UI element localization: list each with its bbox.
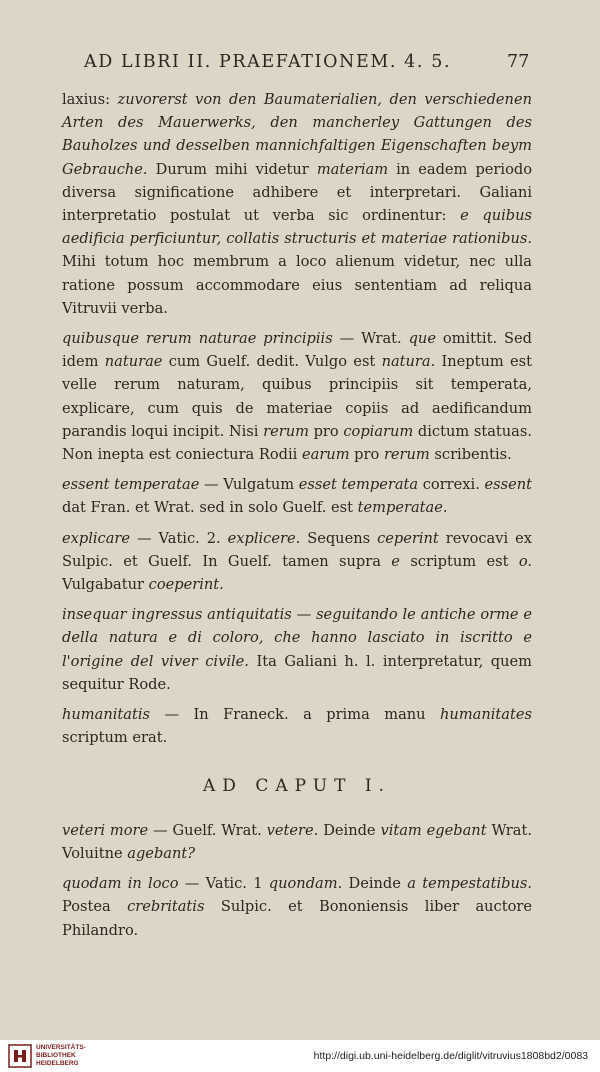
italic-text: coeperint.: [148, 576, 224, 594]
roman-text: — Vulgatum: [199, 476, 299, 494]
italic-text: earum: [301, 446, 350, 464]
italic-text: temperatae.: [357, 499, 448, 517]
chapter-paragraphs: [62, 819, 532, 942]
roman-text: Deinde: [342, 875, 408, 893]
roman-text: Mihi totum hoc membrum a loco alienum videtur, nec ulla ratione possum accommodare eius sententiam ad reliqua Vitruvii verba.: [62, 253, 532, 317]
italic-text: e quibus aedificia perficiuntur, collatis structuris et materiae rationibus.: [62, 207, 532, 248]
footer-bar: [0, 1040, 600, 1072]
roman-text: — Vatic. 2.: [130, 529, 228, 547]
roman-text: correxi.: [418, 476, 485, 494]
page-number: 77: [507, 52, 530, 72]
italic-text: veteri more: [62, 821, 149, 839]
commentary-paragraphs: [62, 88, 532, 749]
roman-text: pro: [308, 422, 344, 440]
roman-text: —: [291, 606, 317, 624]
italic-text: materiam: [316, 160, 389, 178]
note-paragraph: [62, 603, 532, 696]
roman-text: revocavi ex Sulpic. et Guelf. In Guelf. tamen supra: [62, 529, 532, 570]
italic-text: que: [408, 330, 436, 348]
italic-text: crebritatis: [127, 898, 205, 916]
library-line-2: BIBLIOTHEK: [36, 1052, 76, 1059]
italic-text: seguitando le antiche orme e della natura e di coloro, che hanno lasciato in iscritto e l'origine del viver civile.: [62, 606, 533, 670]
italic-text: humanitatis: [62, 706, 150, 724]
roman-text: dat Fran. et Wrat. sed in solo Guelf. est: [62, 499, 358, 517]
italic-text: naturae: [104, 353, 163, 371]
heidelberg-library-logo-icon: [8, 1044, 32, 1068]
roman-text: Sulpic. et Bononiensis liber auctore Philandro.: [62, 898, 532, 939]
italic-text: a tempestatibus.: [407, 875, 532, 893]
roman-text: omittit. Sed idem: [62, 330, 532, 371]
italic-text: insequar ingressus antiquitatis: [62, 606, 292, 624]
note-paragraph: [62, 872, 532, 942]
italic-text: esset temperata: [298, 476, 419, 494]
italic-text: rerum: [383, 446, 430, 464]
note-paragraph: [62, 527, 532, 597]
italic-text: zuvorerst von den Baumaterialien, den verschiedenen Arten des Mauerwerks, den mancherley Gattungen des Bauholzes und desselben mannichfaltigen Eigenschaften beym Gebrauche.: [62, 91, 532, 178]
italic-text: essent: [484, 476, 532, 494]
roman-text: laxius:: [62, 91, 118, 108]
library-name: [36, 1044, 86, 1068]
roman-text: Ineptum est velle rerum naturam, quibus principiis sit temperata, explicare, cum quis de materiae copiis ad aedificandum parandis loqui incipit. Nisi: [62, 353, 532, 440]
italic-text: humanitates: [440, 706, 532, 724]
library-line-3: HEIDELBERG: [36, 1060, 79, 1067]
roman-text: Ita Galiani h. l. interpretatur, quem sequitur Rode.: [62, 652, 532, 693]
roman-text: — Wrat.: [332, 330, 409, 348]
italic-text: quodam in loco: [62, 875, 179, 893]
note-paragraph: [62, 327, 532, 466]
chapter-heading: AD CAPUT I.: [203, 776, 391, 797]
italic-text: vetere.: [266, 821, 319, 839]
italic-text: explicare: [62, 529, 131, 547]
roman-text: scriptum erat.: [62, 729, 168, 747]
italic-text: quibusque rerum naturae principiis: [62, 330, 333, 348]
source-url-link[interactable]: http://digi.ub.uni-heidelberg.de/diglit/vitruvius1808bd2/0083: [313, 1050, 588, 1062]
italic-text: e: [391, 552, 400, 570]
roman-text: cum Guelf. dedit. Vulgo est: [162, 353, 382, 371]
roman-text: — Guelf. Wrat.: [148, 821, 267, 839]
italic-text: agebant?: [127, 844, 196, 862]
italic-text: explicere.: [227, 529, 301, 547]
running-title: AD LIBRI II. PRAEFATIONEM. 4. 5.: [84, 52, 452, 72]
roman-text: Durum mihi videtur: [147, 160, 317, 178]
roman-text: — Vatic. 1: [178, 875, 269, 893]
page-body: [62, 88, 532, 949]
roman-text: Sequens: [300, 529, 378, 547]
roman-text: scriptum est: [399, 552, 519, 570]
italic-text: vitam egebant: [380, 821, 487, 839]
italic-text: o.: [518, 552, 532, 570]
note-paragraph: [62, 703, 532, 749]
italic-text: quondam.: [268, 875, 343, 893]
roman-text: in eadem periodo diversa significatione adhibere et interpretari. Galiani interpretatio postulat ut verba sic ordinentur:: [62, 160, 532, 225]
note-paragraph: [62, 88, 532, 320]
roman-text: Deinde: [318, 821, 381, 839]
roman-text: Postea: [62, 898, 128, 916]
roman-text: dictum statuas. Non inepta est coniectura Rodii: [62, 422, 532, 464]
italic-text: ceperint: [377, 529, 439, 547]
italic-text: natura.: [381, 353, 436, 371]
roman-text: pro: [349, 446, 384, 464]
library-line-1: UNIVERSITÄTS-: [36, 1044, 86, 1051]
roman-text: — In Franeck. a prima manu: [150, 706, 441, 724]
italic-text: rerum: [263, 422, 309, 440]
italic-text: essent temperatae: [62, 476, 200, 494]
roman-text: Vulgabatur: [62, 576, 149, 594]
italic-text: copiarum: [343, 422, 414, 440]
roman-text: Wrat. Voluitne: [62, 821, 532, 862]
roman-text: scribentis.: [429, 446, 512, 464]
note-paragraph: [62, 819, 532, 865]
note-paragraph: [62, 473, 532, 519]
